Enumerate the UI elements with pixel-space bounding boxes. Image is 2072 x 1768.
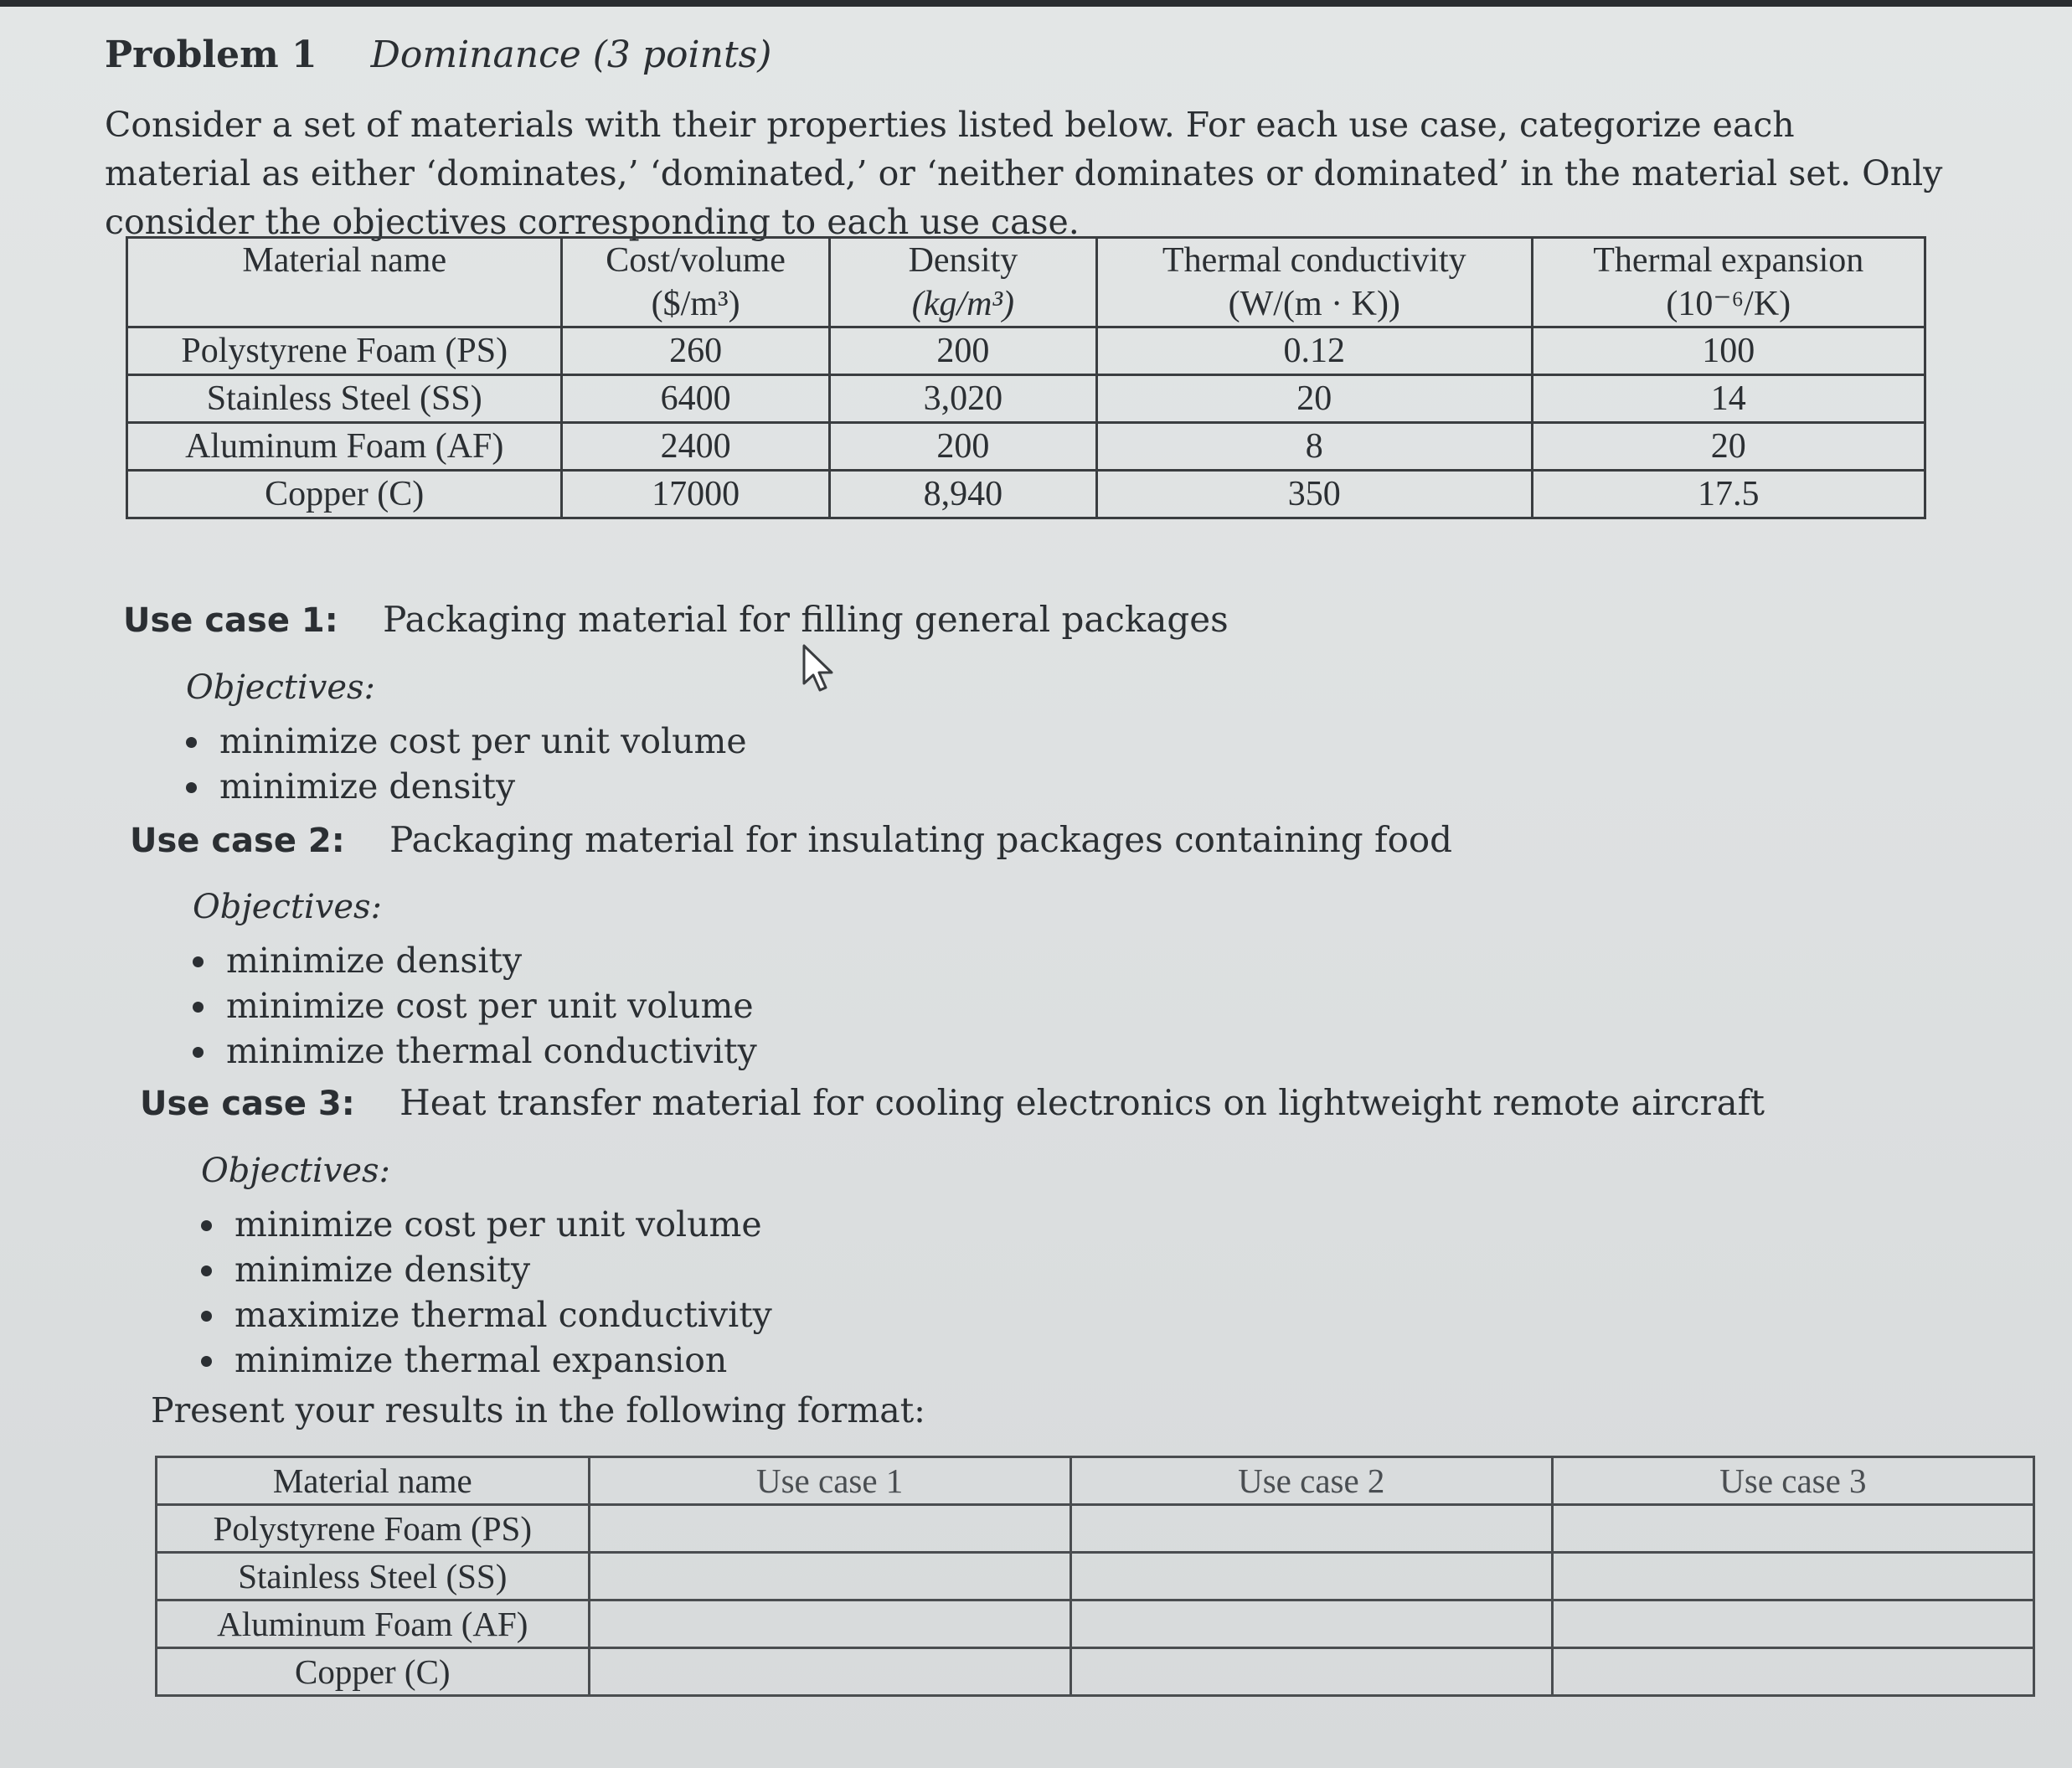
header-line: Cost/volume [606, 241, 786, 280]
cell-density: 200 [829, 423, 1096, 471]
use-case-2-objectives [193, 938, 757, 1074]
results-table [155, 1456, 2035, 1697]
list-item: minimize thermal expansion [201, 1338, 772, 1383]
cell-use-case-3 [1552, 1648, 2033, 1696]
cell-conductivity: 0.12 [1097, 327, 1532, 375]
cell-material: Polystyrene Foam (PS) [157, 1505, 590, 1553]
cell-material: Polystyrene Foam (PS) [127, 327, 562, 375]
cell-use-case-3 [1552, 1505, 2033, 1553]
header-thermal-conductivity [1097, 238, 1532, 327]
cell-cost: 17000 [562, 471, 829, 518]
cell-expansion: 17.5 [1532, 471, 1925, 518]
header-use-case-1: Use case 1 [589, 1457, 1070, 1505]
cell-density: 8,940 [829, 471, 1096, 518]
header-line: Thermal conductivity [1162, 241, 1466, 280]
cell-cost: 260 [562, 327, 829, 375]
cell-expansion: 100 [1532, 327, 1925, 375]
use-case-description: Heat transfer material for cooling electronics on lightweight remote aircraft [399, 1082, 1765, 1123]
table-row [157, 1648, 2034, 1696]
header-cost-volume [562, 238, 829, 327]
problem-intro: Consider a set of materials with their properties listed below. For each use case, categorize each material as either ‘dominates,’ ‘dominated,’ or ‘neither dominates or dominated’ in the material set. Only consider the objectives corresponding to each use case. [105, 105, 1943, 242]
table-row [127, 327, 1925, 375]
cell-material: Stainless Steel (SS) [127, 375, 562, 423]
screen-top-edge [0, 0, 2072, 7]
problem-heading [105, 34, 1947, 84]
header-line: Density [908, 241, 1018, 280]
table-row [127, 423, 1925, 471]
list-item: minimize cost per unit volume [193, 983, 757, 1028]
cell-cost: 2400 [562, 423, 829, 471]
list-item: minimize density [201, 1247, 772, 1292]
results-header-row [157, 1457, 2034, 1505]
cell-conductivity: 20 [1097, 375, 1532, 423]
use-case-3-objectives [201, 1202, 772, 1383]
use-case-description: Packaging material for insulating packages containing food [389, 819, 1453, 860]
material-properties-table [126, 236, 1926, 519]
header-line: Material name [242, 241, 447, 280]
cell-density: 3,020 [829, 375, 1096, 423]
cell-use-case-2 [1070, 1648, 1552, 1696]
cell-material: Copper (C) [157, 1648, 590, 1696]
cell-use-case-2 [1070, 1553, 1552, 1600]
header-material-name: Material name [157, 1457, 590, 1505]
cell-conductivity: 350 [1097, 471, 1532, 518]
cell-cost: 6400 [562, 375, 829, 423]
cell-use-case-1 [589, 1600, 1070, 1648]
table-row [127, 471, 1925, 518]
list-item: maximize thermal conductivity [201, 1292, 772, 1338]
header-unit: (kg/m³) [911, 285, 1015, 323]
header-density [829, 238, 1096, 327]
header-material-name [127, 238, 562, 327]
list-item: minimize density [193, 938, 757, 983]
use-case-title: Use case 2: [130, 822, 345, 860]
use-case-title: Use case 1: [123, 601, 338, 640]
header-unit: (10⁻⁶/K) [1666, 285, 1791, 323]
table-row [157, 1600, 2034, 1648]
table-row [157, 1505, 2034, 1553]
list-item: minimize thermal conductivity [193, 1028, 757, 1074]
use-case-1-objectives [186, 719, 747, 809]
header-line: Thermal expansion [1593, 241, 1864, 280]
use-case-3-heading [140, 1082, 1765, 1123]
header-unit: (W/(m · K)) [1228, 285, 1400, 323]
cell-expansion: 20 [1532, 423, 1925, 471]
cell-use-case-1 [589, 1553, 1070, 1600]
cell-expansion: 14 [1532, 375, 1925, 423]
objectives-label: Objectives: [186, 668, 376, 707]
cell-material: Aluminum Foam (AF) [157, 1600, 590, 1648]
cell-material: Stainless Steel (SS) [157, 1553, 590, 1600]
use-case-1-heading [123, 599, 1229, 640]
header-thermal-expansion [1532, 238, 1925, 327]
header-use-case-2: Use case 2 [1070, 1457, 1552, 1505]
objectives-label: Objectives: [193, 888, 383, 926]
list-item: minimize cost per unit volume [201, 1202, 772, 1247]
cell-density: 200 [829, 327, 1096, 375]
mouse-pointer-icon [801, 643, 838, 693]
problem-title: Dominance (3 points) [370, 34, 772, 76]
cell-material: Aluminum Foam (AF) [127, 423, 562, 471]
cell-use-case-2 [1070, 1600, 1552, 1648]
table-header-row [127, 238, 1925, 327]
cell-use-case-1 [589, 1505, 1070, 1553]
cell-use-case-1 [589, 1648, 1070, 1696]
cell-material: Copper (C) [127, 471, 562, 518]
present-instructions: Present your results in the following format: [151, 1390, 925, 1430]
table-row [127, 375, 1925, 423]
header-use-case-3: Use case 3 [1552, 1457, 2033, 1505]
table-row [157, 1553, 2034, 1600]
use-case-description: Packaging material for filling general packages [383, 599, 1229, 640]
cell-use-case-3 [1552, 1553, 2033, 1600]
list-item: minimize cost per unit volume [186, 719, 747, 764]
list-item: minimize density [186, 764, 747, 809]
objectives-label: Objectives: [201, 1152, 391, 1190]
problem-content [105, 25, 1947, 1380]
use-case-title: Use case 3: [140, 1085, 355, 1123]
cell-use-case-3 [1552, 1600, 2033, 1648]
cell-conductivity: 8 [1097, 423, 1532, 471]
cell-use-case-2 [1070, 1505, 1552, 1553]
header-unit: ($/m³) [651, 285, 740, 323]
problem-label: Problem 1 [105, 34, 317, 76]
use-case-2-heading [130, 819, 1452, 860]
